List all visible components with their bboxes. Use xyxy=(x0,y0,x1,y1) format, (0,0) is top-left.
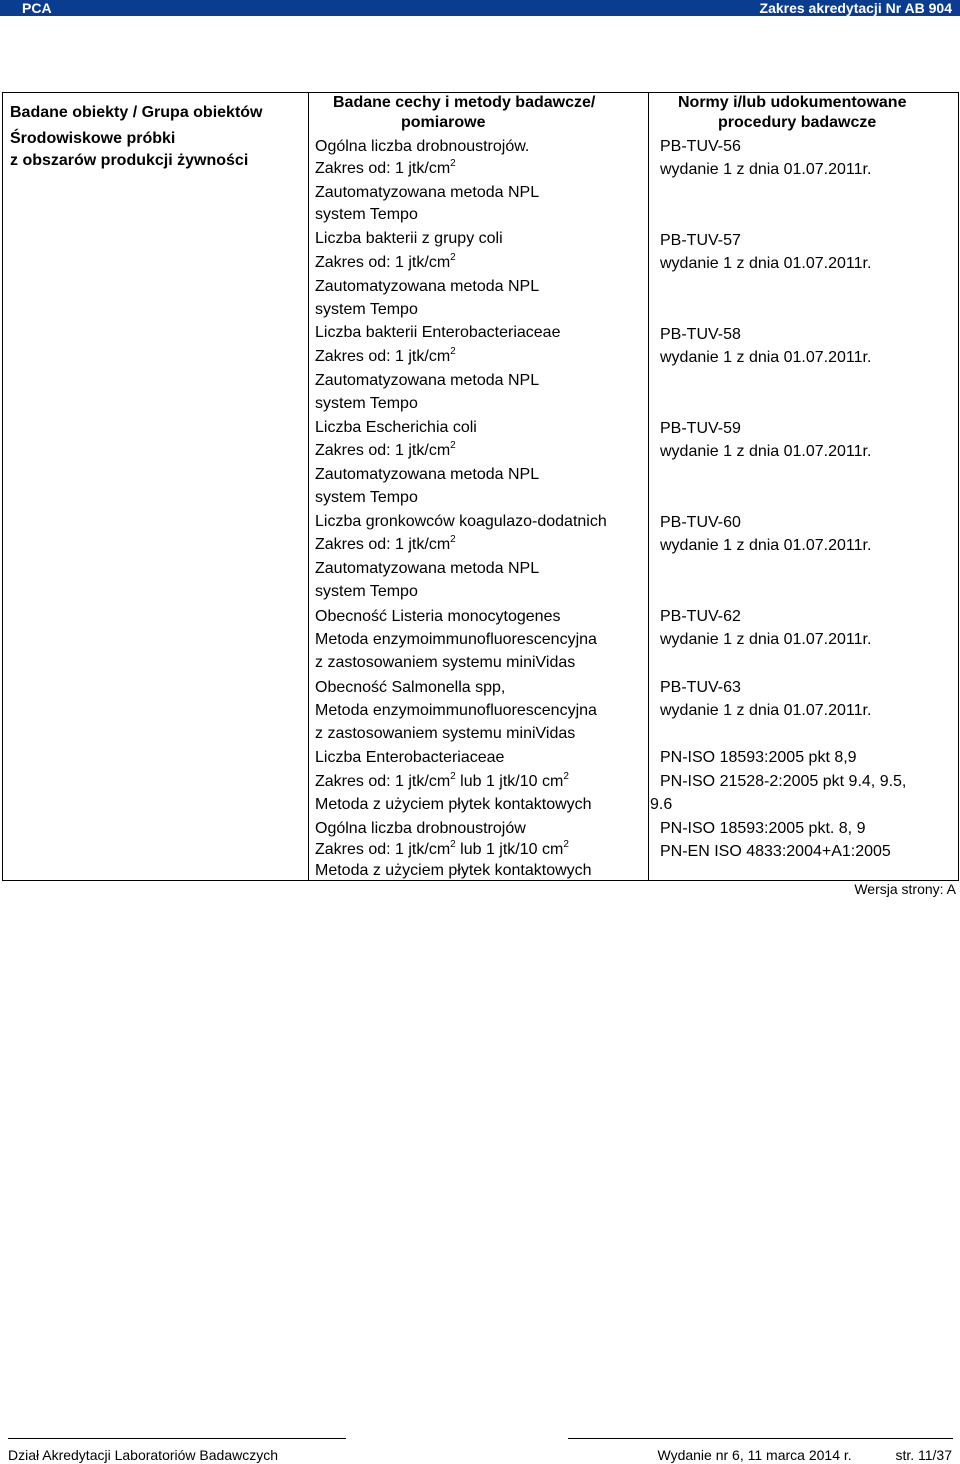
method-range: Zakres od: 1 jtk/$cm^2$ xyxy=(315,534,456,553)
footer-page-number: str. 11/37 xyxy=(895,1447,952,1463)
method-range: Zakres od: 1 jtk/$cm^2$ lub 1 jtk/10 $cm^2$ xyxy=(315,839,569,858)
norm-code-continuation: 9.6 xyxy=(650,796,673,813)
method-range: Zakres od: 1 jtk/$cm^2$ xyxy=(315,158,456,177)
norm-code: PN-EN ISO 4833:2004+A1:2005 xyxy=(660,843,891,860)
footer-rule-left xyxy=(8,1438,346,1439)
col-header-objects: Badane obiekty / Grupa obiektów xyxy=(10,104,263,121)
object-group-line-1: Środowiskowe próbki xyxy=(10,130,176,147)
page-header-bar xyxy=(0,0,960,16)
method-technique: Zautomatyzowana metoda NPL xyxy=(315,184,540,201)
method-technique: Metoda z użyciem płytek kontaktowych xyxy=(315,862,592,879)
norm-code: PB-TUV-56 xyxy=(660,138,741,155)
header-scope-title: Zakres akredytacji Nr AB 904 xyxy=(759,0,952,16)
method-system: system Tempo xyxy=(315,301,418,318)
object-group-line-2: z obszarów produkcji żywności xyxy=(10,152,249,169)
table-col-divider-2 xyxy=(648,92,649,881)
norm-code: PB-TUV-62 xyxy=(660,608,741,625)
table-right-border xyxy=(958,92,959,881)
norm-edition: wydanie 1 z dnia 01.07.2011r. xyxy=(660,537,872,554)
method-technique: Metoda enzymoimmunofluorescencyjna xyxy=(315,631,597,648)
method-name: Liczba gronkowców koagulazo-dodatnich xyxy=(315,513,607,530)
norm-code: PN-ISO 21528-2:2005 pkt 9.4, 9.5, xyxy=(660,773,907,790)
footer-rule-right xyxy=(568,1438,953,1439)
norm-edition: wydanie 1 z dnia 01.07.2011r. xyxy=(660,161,872,178)
table-left-border xyxy=(2,92,3,881)
method-system: system Tempo xyxy=(315,489,418,506)
method-system: system Tempo xyxy=(315,206,418,223)
norm-code: PB-TUV-59 xyxy=(660,420,741,437)
footer-edition-page xyxy=(657,1446,952,1464)
norm-code: PB-TUV-60 xyxy=(660,514,741,531)
method-range: Zakres od: 1 jtk/$cm^2$ xyxy=(315,346,456,365)
norm-code: PB-TUV-57 xyxy=(660,232,741,249)
method-name: Ogólna liczba drobnoustrojów. xyxy=(315,138,530,155)
method-range: Zakres od: 1 jtk/$cm^2$ xyxy=(315,252,456,271)
footer-department: Dział Akredytacji Laboratoriów Badawczych xyxy=(8,1447,279,1463)
norm-code: PN-ISO 18593:2005 pkt 8,9 xyxy=(660,749,857,766)
method-system: system Tempo xyxy=(315,583,418,600)
col-header-norms-line-1: Normy i/lub udokumentowane xyxy=(678,94,907,111)
norm-edition: wydanie 1 z dnia 01.07.2011r. xyxy=(660,255,872,272)
page-version: Wersja strony: A xyxy=(854,881,956,897)
method-range: Zakres od: 1 jtk/$cm^2$ xyxy=(315,440,456,459)
norm-code: PN-ISO 18593:2005 pkt. 8, 9 xyxy=(660,820,866,837)
table-col-divider-1 xyxy=(308,92,309,881)
method-technique: Metoda z użyciem płytek kontaktowych xyxy=(315,796,592,813)
method-system: z zastosowaniem systemu miniVidas xyxy=(315,725,576,742)
col-header-methods-line-2: pomiarowe xyxy=(401,114,486,131)
method-range: Zakres od: 1 jtk/$cm^2$ lub 1 jtk/10 $cm^2$ xyxy=(315,771,569,790)
method-name: Liczba bakterii Enterobacteriaceae xyxy=(315,324,561,341)
method-technique: Metoda enzymoimmunofluorescencyjna xyxy=(315,702,597,719)
method-name: Liczba bakterii z grupy coli xyxy=(315,230,503,247)
header-pca: PCA xyxy=(22,0,52,16)
norm-edition: wydanie 1 z dnia 01.07.2011r. xyxy=(660,702,872,719)
method-system: system Tempo xyxy=(315,395,418,412)
method-name: Liczba Escherichia coli xyxy=(315,419,477,436)
method-name: Obecność Listeria monocytogenes xyxy=(315,608,561,625)
method-name: Ogólna liczba drobnoustrojów xyxy=(315,820,526,837)
norm-code: PB-TUV-58 xyxy=(660,326,741,343)
method-name: Obecność Salmonella spp, xyxy=(315,679,506,696)
method-technique: Zautomatyzowana metoda NPL xyxy=(315,372,540,389)
footer-edition: Wydanie nr 6, 11 marca 2014 r. xyxy=(657,1447,852,1463)
norm-code: PB-TUV-63 xyxy=(660,679,741,696)
col-header-methods-line-1: Badane cechy i metody badawcze/ xyxy=(333,94,596,111)
norm-edition: wydanie 1 z dnia 01.07.2011r. xyxy=(660,631,872,648)
method-name: Liczba Enterobacteriaceae xyxy=(315,749,505,766)
col-header-norms-line-2: procedury badawcze xyxy=(718,114,877,131)
norm-edition: wydanie 1 z dnia 01.07.2011r. xyxy=(660,349,872,366)
norm-edition: wydanie 1 z dnia 01.07.2011r. xyxy=(660,443,872,460)
method-technique: Zautomatyzowana metoda NPL xyxy=(315,466,540,483)
method-technique: Zautomatyzowana metoda NPL xyxy=(315,560,540,577)
method-system: z zastosowaniem systemu miniVidas xyxy=(315,654,576,671)
method-technique: Zautomatyzowana metoda NPL xyxy=(315,278,540,295)
